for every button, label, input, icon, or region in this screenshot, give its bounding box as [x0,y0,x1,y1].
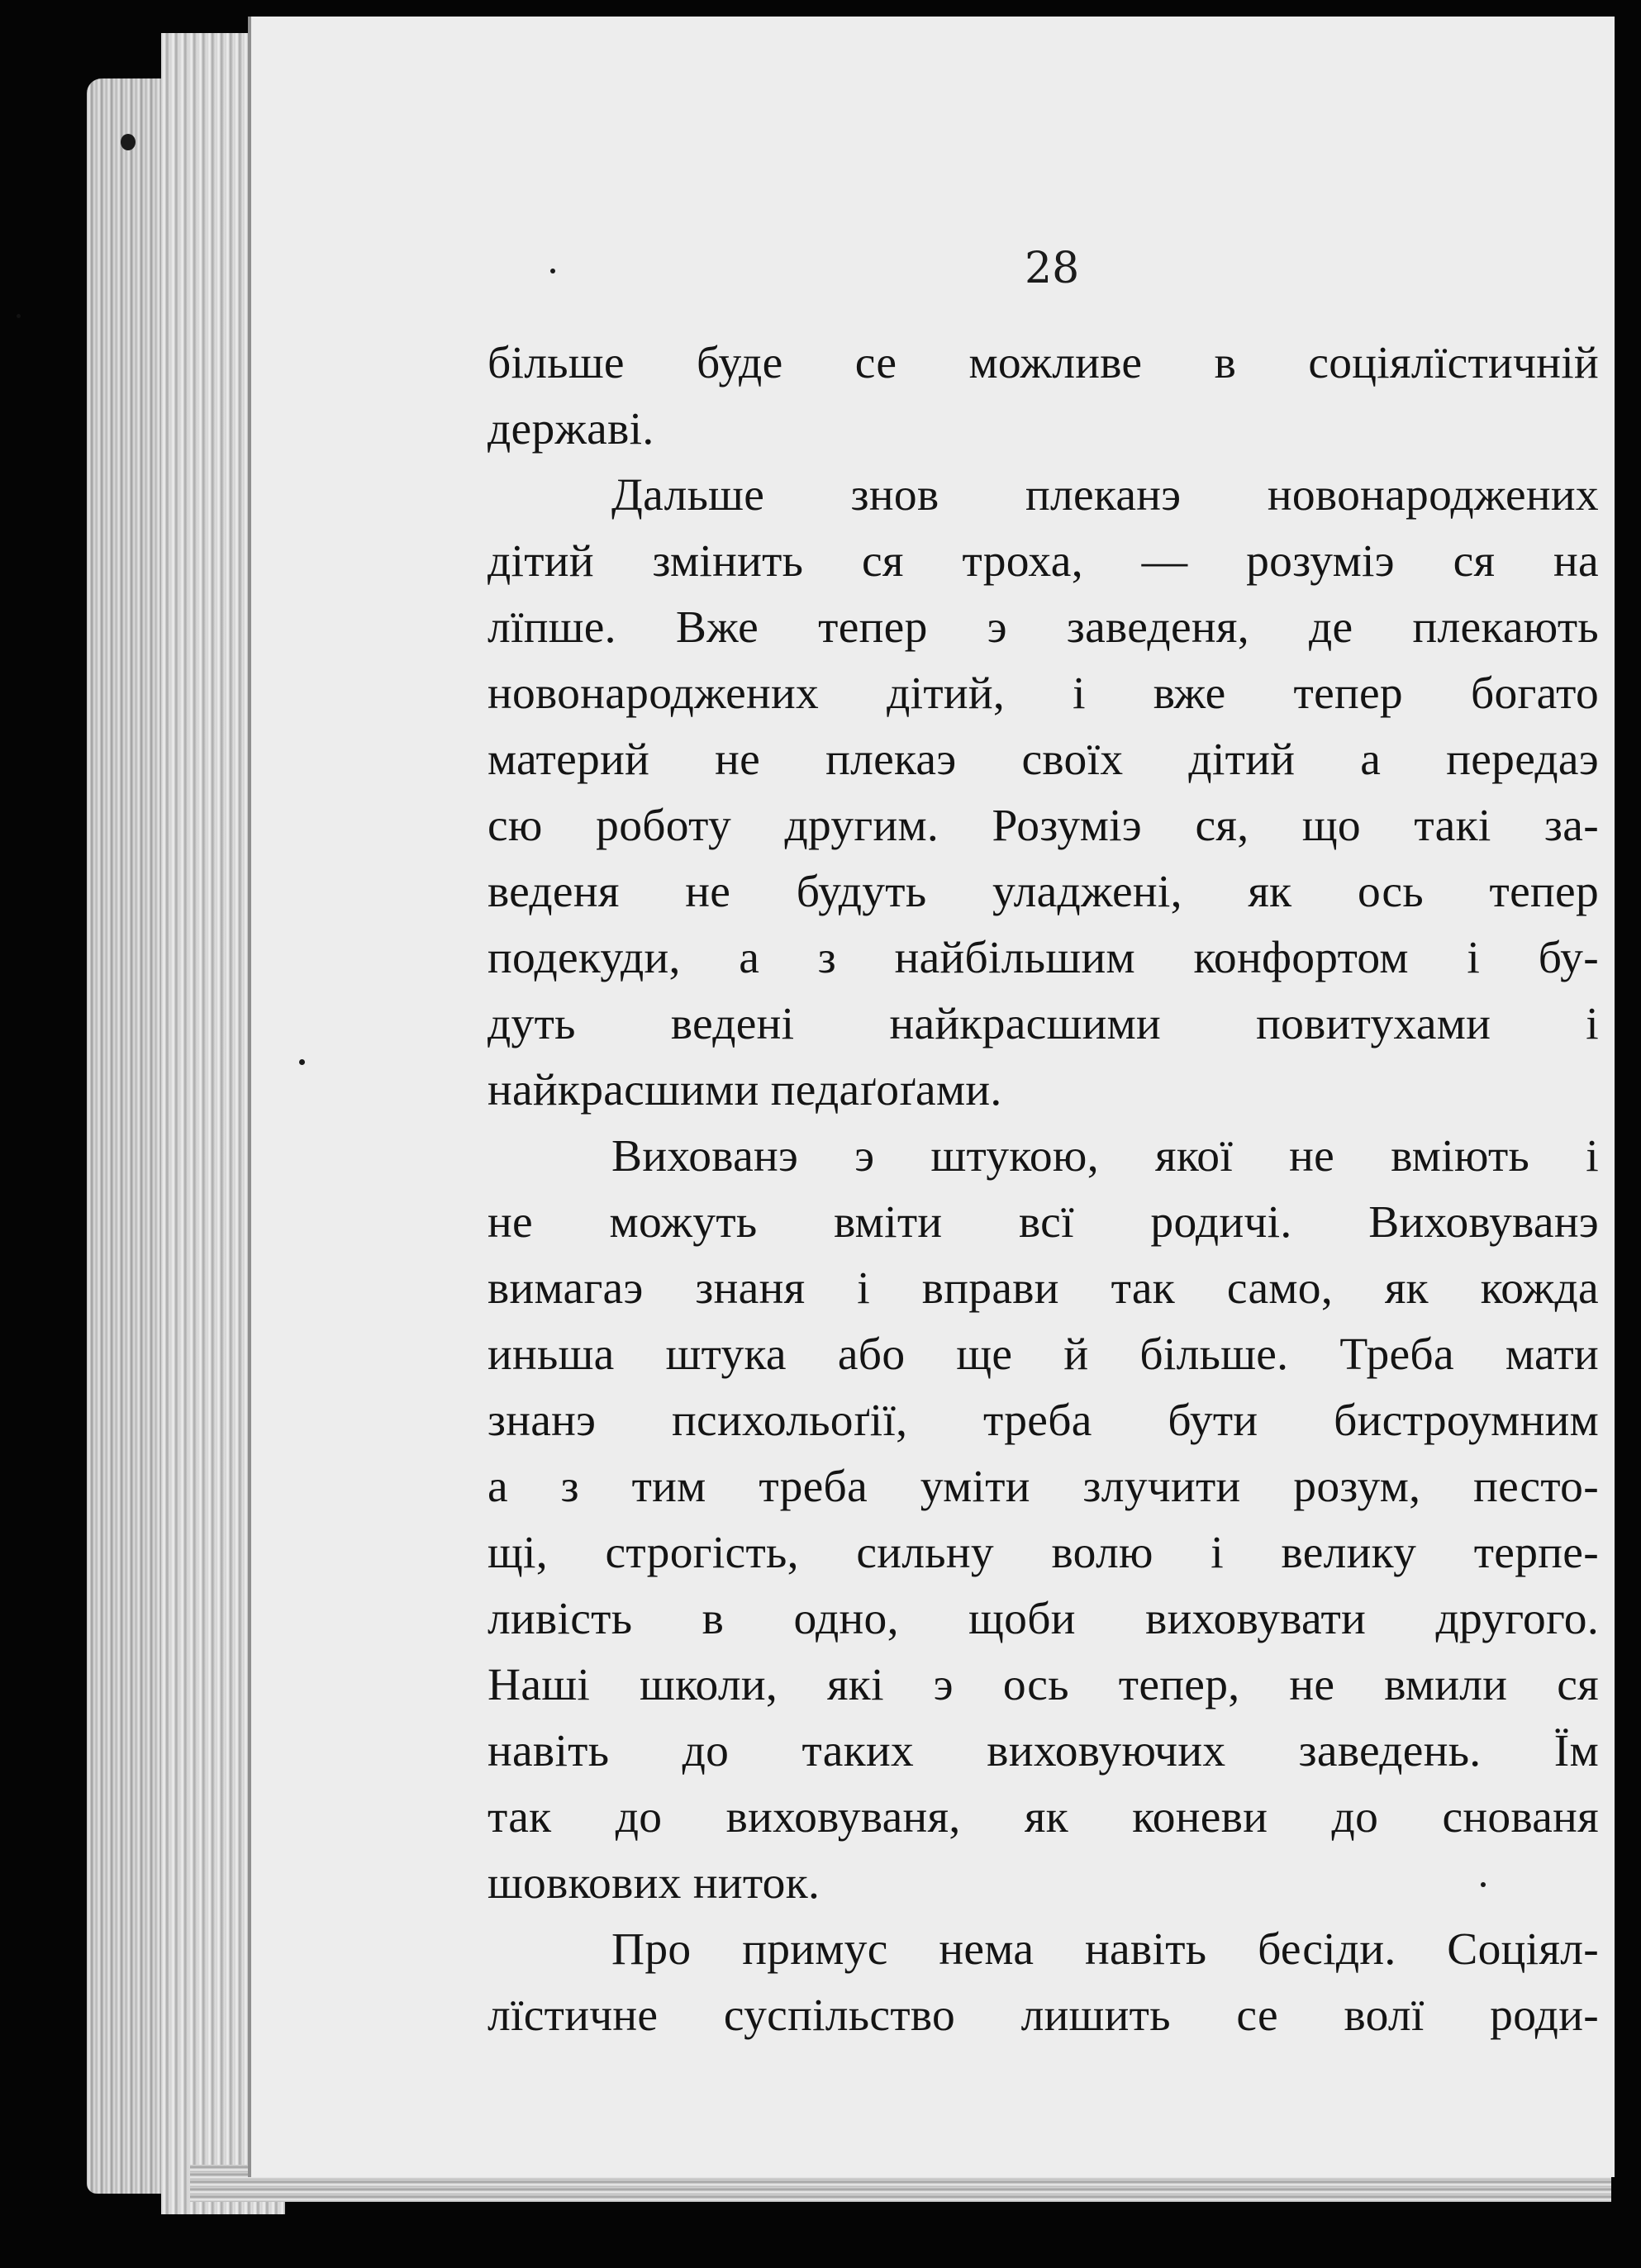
text-line: сю роботу другим. Розуміэ ся, що такі за- [488,801,1599,851]
dust-speck [299,1059,305,1065]
text-line: Наші школи, які э ось тепер, не вмили ся [488,1660,1599,1710]
text-line: иньша штука або ще й більше. Треба мати [488,1329,1599,1380]
text-line: веденя не будуть уладжені, як ось тепер [488,867,1599,917]
dust-speck [121,134,136,150]
text-line: щі, строгість, сильну волю і велику терпе- [488,1528,1599,1578]
text-line: так до виховуваня, як коневи до снованя [488,1792,1599,1842]
text-line: державі. [488,404,654,454]
text-line: подекуди, а з найбільшим конфортом і бу- [488,933,1599,983]
text-line: Про примус нема навіть бесіди. Соціял- [611,1924,1599,1975]
text-line: новонароджених дітий, і вже тепер богато [488,668,1599,719]
dust-speck [17,314,21,318]
text-line: найкрасшими педаґоґами. [488,1065,1002,1115]
text-line: Дальше знов плеканэ новонароджених [611,470,1599,521]
text-line: вимагаэ знаня і вправи так само, як кожда [488,1263,1599,1314]
text-line: дітий змінить ся троха, — розуміэ ся на [488,536,1599,587]
text-line: Вихованэ э штукою, якої не вміють і [611,1131,1599,1182]
text-line: а з тим треба уміти злучити розум, песто- [488,1462,1599,1512]
text-line: ливість в одно, щоби виховувати другого. [488,1594,1599,1644]
text-line: знанэ психольоґії, треба бути бистроумним [488,1396,1599,1446]
page-number: 28 [1025,244,1080,293]
text-line: шовкових ниток. [488,1858,820,1909]
text-line: материй не плекаэ своїх дітий а передаэ [488,735,1599,785]
body-text [488,330,1599,2049]
text-line: лїстичне суспільство лишить се волї роди- [488,1990,1599,2041]
text-line: лїпше. Вже тепер э заведеня, де плекають [488,602,1599,653]
dust-speck [550,269,555,273]
text-line: навіть до таких виховуючих заведень. Їм [488,1726,1599,1776]
text-line: більше буде се можливе в соціялїстичній [488,338,1599,388]
text-line: не можуть вміти всї родичі. Виховуванэ [488,1197,1599,1248]
text-line: дуть ведені найкрасшими повитухами і [488,999,1599,1049]
